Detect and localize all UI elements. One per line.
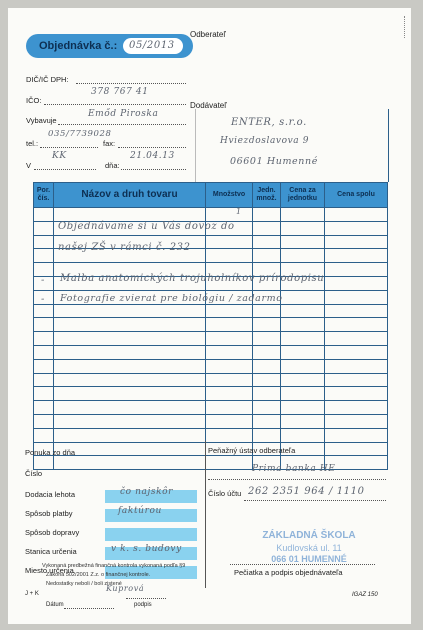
signature-line-right — [230, 564, 375, 565]
bank-label: Peňažný ústav odberateľa — [208, 446, 296, 455]
supplier-line1: ENTER, s.r.o. — [231, 117, 307, 128]
account-label: Číslo účtu — [208, 489, 242, 498]
col-header-name: Názov a druh tovaru — [54, 183, 206, 208]
order-number-value: 05/2013 — [129, 40, 175, 51]
table-row[interactable] — [34, 387, 388, 401]
ico-label: IČO: — [26, 96, 42, 105]
control-note-line1: Vykonaná predbežná finančná kontrola vykonaná podľa §9 — [42, 563, 186, 569]
order-form — [8, 8, 411, 624]
order-title: Objednávka č.: — [39, 40, 118, 52]
day-value: 21.04.13 — [130, 151, 175, 161]
stamp-line2: Kudlovská ul. 11 — [276, 543, 342, 553]
order-number-banner — [26, 34, 193, 58]
form-code: IGAZ 150 — [352, 592, 378, 598]
place-value: KK — [52, 151, 67, 161]
buyer-box-edge — [404, 16, 406, 38]
item-line3: Malba anatomických trojuholníkov prírodopisu — [60, 273, 325, 284]
tel-value: 035/7739028 — [48, 129, 112, 139]
payment-value: faktúrou — [118, 506, 162, 516]
table-row[interactable] — [34, 414, 388, 428]
handles-label: Vybavuje — [26, 116, 57, 125]
transport-field[interactable] — [105, 528, 197, 541]
handles-line — [58, 124, 186, 125]
item-dash1: - — [41, 275, 45, 286]
footer-divider — [205, 441, 207, 588]
initials: J + K — [25, 591, 39, 597]
item-line2: našej ZŠ v rámci č. 232 — [58, 242, 191, 253]
table-row[interactable] — [34, 332, 388, 346]
handles-value: Emőd Piroska — [88, 109, 159, 119]
bank-line — [208, 479, 386, 480]
control-note-line2: Zákona 502/2001 Z.z. o finančnej kontrole. — [46, 572, 151, 578]
place-of-delivery-label: Miesto určenia — [25, 566, 74, 575]
col-header-number: Por. čís. — [34, 183, 54, 208]
supplier-line3: 06601 Humenné — [230, 156, 318, 167]
supplier-line2: Hviezdoslavova 9 — [220, 136, 310, 146]
transport-label: Spôsob dopravy — [25, 528, 80, 537]
place-line — [34, 169, 96, 170]
number-label: Číslo — [25, 469, 43, 478]
control-note-line3: Nedostatky neboli / boli zistené — [46, 581, 122, 587]
dic-label: DIČ/IČ DPH: — [26, 75, 69, 84]
school-stamp — [244, 530, 374, 564]
day-line — [121, 169, 186, 170]
table-row[interactable] — [34, 345, 388, 359]
fax-label: fax: — [103, 139, 116, 148]
tel-label: tel.: — [26, 139, 39, 148]
table-row[interactable] — [34, 208, 388, 222]
signature-label-right: Pečiatka a podpis objednávateľa — [234, 568, 343, 577]
table-row[interactable] — [34, 428, 388, 442]
buyer-label: Odberateľ — [190, 30, 226, 39]
bank-value: Prima banka HE — [252, 464, 336, 474]
tel-line — [40, 147, 98, 148]
delivery-label: Dodacia lehota — [25, 490, 76, 499]
signature-label-left: podpis — [134, 602, 152, 608]
dic-line — [76, 83, 186, 84]
delivery-value: čo najskôr — [120, 487, 174, 497]
offer-label: Ponuka zo dňa — [25, 448, 76, 457]
item-line4: Fotografie zvierat pre biológiu / zadarmo — [60, 293, 283, 304]
station-label: Stanica určenia — [25, 547, 77, 556]
col-header-unit-price: Cena za jednotku — [281, 183, 325, 208]
table-header-row — [34, 183, 388, 208]
fax-line — [118, 147, 186, 148]
table-row[interactable] — [34, 401, 388, 415]
date-line — [64, 608, 114, 609]
ico-line — [44, 104, 186, 105]
supplier-label: Dodávateľ — [190, 101, 227, 110]
date-label: Dátum — [46, 602, 64, 608]
signature-line-left — [126, 598, 166, 599]
stamp-line3: 066 01 HUMENNÉ — [271, 554, 347, 564]
table-row[interactable] — [34, 318, 388, 332]
item-dash2: - — [41, 294, 45, 305]
day-label: dňa: — [105, 161, 120, 170]
table-row[interactable] — [34, 373, 388, 387]
col-header-quantity: Množstvo — [206, 183, 253, 208]
item-line1: Objednávame si u Vás dovoz do — [58, 221, 235, 232]
table-row[interactable] — [34, 304, 388, 318]
account-value: 262 2351 964 / 1110 — [248, 486, 365, 497]
order-number-field[interactable] — [123, 38, 183, 54]
table-row[interactable] — [34, 359, 388, 373]
stamp-line1: ZÁKLADNÁ ŠKOLA — [262, 530, 356, 541]
col-header-total: Cena spolu — [325, 183, 388, 208]
col-header-unit: Jedn. množ. — [253, 183, 281, 208]
account-line — [244, 500, 386, 501]
initials-handwriting: Kuprová — [106, 584, 145, 593]
quantity-mark: 1 — [236, 207, 242, 216]
station-value: v k. s. budovy — [111, 544, 182, 554]
ico-value: 378 767 41 — [91, 87, 149, 97]
payment-label: Spôsob platby — [25, 509, 73, 518]
place-label: V — [26, 161, 32, 170]
